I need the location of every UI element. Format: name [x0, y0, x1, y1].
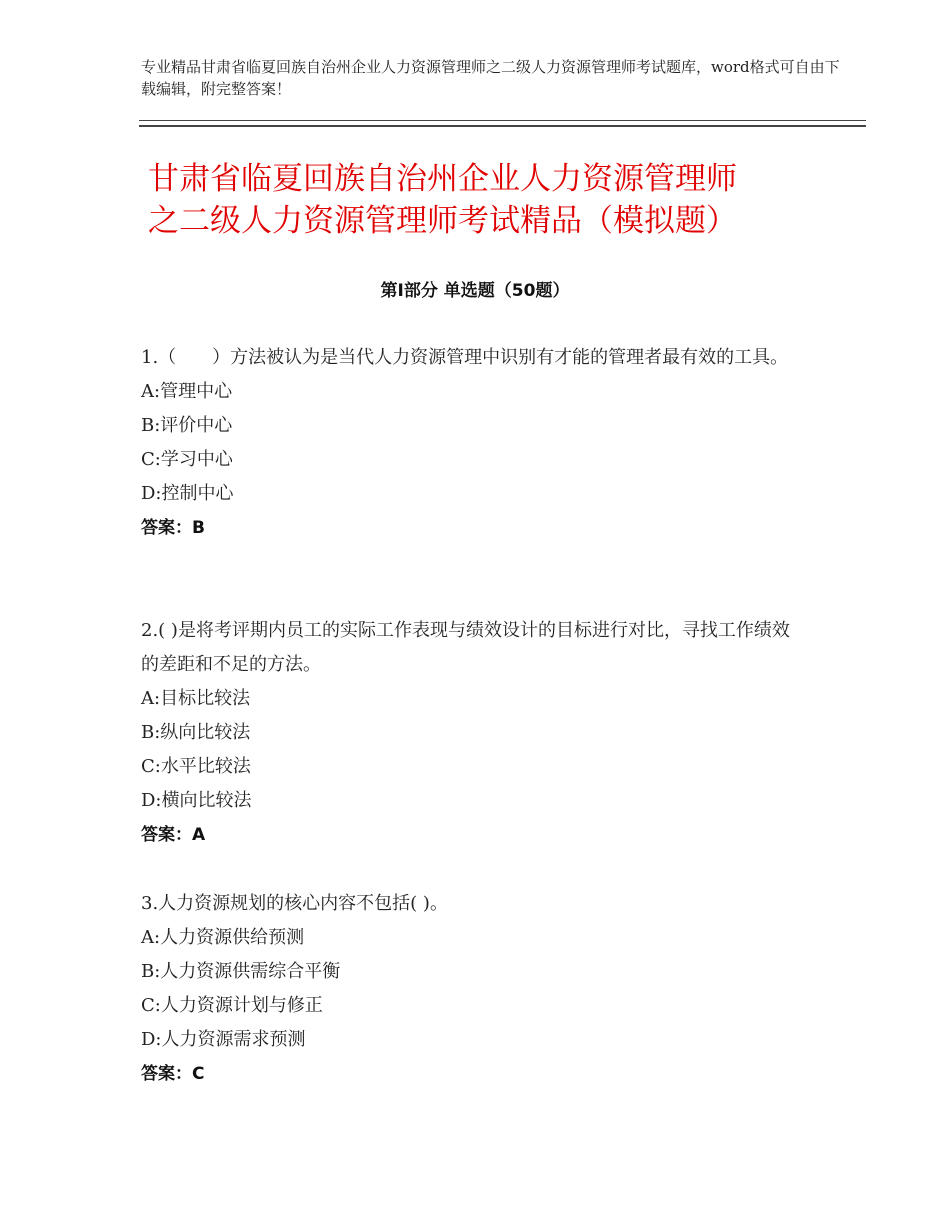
- option-a: A:人力资源供给预测: [141, 927, 305, 948]
- answer-label: 答案：C: [141, 1064, 205, 1084]
- option-b: B:人力资源供需综合平衡: [141, 961, 341, 982]
- question-2: [141, 614, 801, 852]
- option-b: B:评价中心: [141, 415, 233, 436]
- document-title: [148, 158, 828, 242]
- header-note: 专业精品甘肃省临夏回族自治州企业人力资源管理师之二级人力资源管理师考试题库，word格式可自由下载编辑，附完整答案！: [141, 58, 840, 98]
- option-c: C:人力资源计划与修正: [141, 995, 323, 1016]
- option-c: C:学习中心: [141, 449, 233, 470]
- header-divider: [139, 120, 866, 127]
- option-c: C:水平比较法: [141, 756, 251, 777]
- option-d: D:人力资源需求预测: [141, 1029, 306, 1050]
- question-stem: 3.人力资源规划的核心内容不包括( )。: [141, 893, 448, 914]
- option-a: A:管理中心: [141, 381, 233, 402]
- option-a: A:目标比较法: [141, 688, 251, 709]
- option-d: D:横向比较法: [141, 790, 252, 811]
- answer-label: 答案：B: [141, 518, 205, 538]
- question-stem: 1.（ ）方法被认为是当代人力资源管理中识别有才能的管理者最有效的工具。: [141, 347, 789, 368]
- option-d: D:控制中心: [141, 483, 234, 504]
- document-title-line-2: 之二级人力资源管理师考试精品（模拟题）: [148, 203, 737, 239]
- answer-label: 答案：A: [141, 825, 206, 845]
- option-b: B:纵向比较法: [141, 722, 251, 743]
- question-3: [141, 887, 801, 1091]
- document-title-line-1: 甘肃省临夏回族自治州企业人力资源管理师: [148, 161, 737, 197]
- question-stem: 2.( )是将考评期内员工的实际工作表现与绩效设计的目标进行对比，寻找工作绩效的差距和不足的方法。: [141, 620, 790, 675]
- question-1: [141, 341, 801, 545]
- section-title: 第Ⅰ部分 单选题（50题）: [380, 281, 570, 301]
